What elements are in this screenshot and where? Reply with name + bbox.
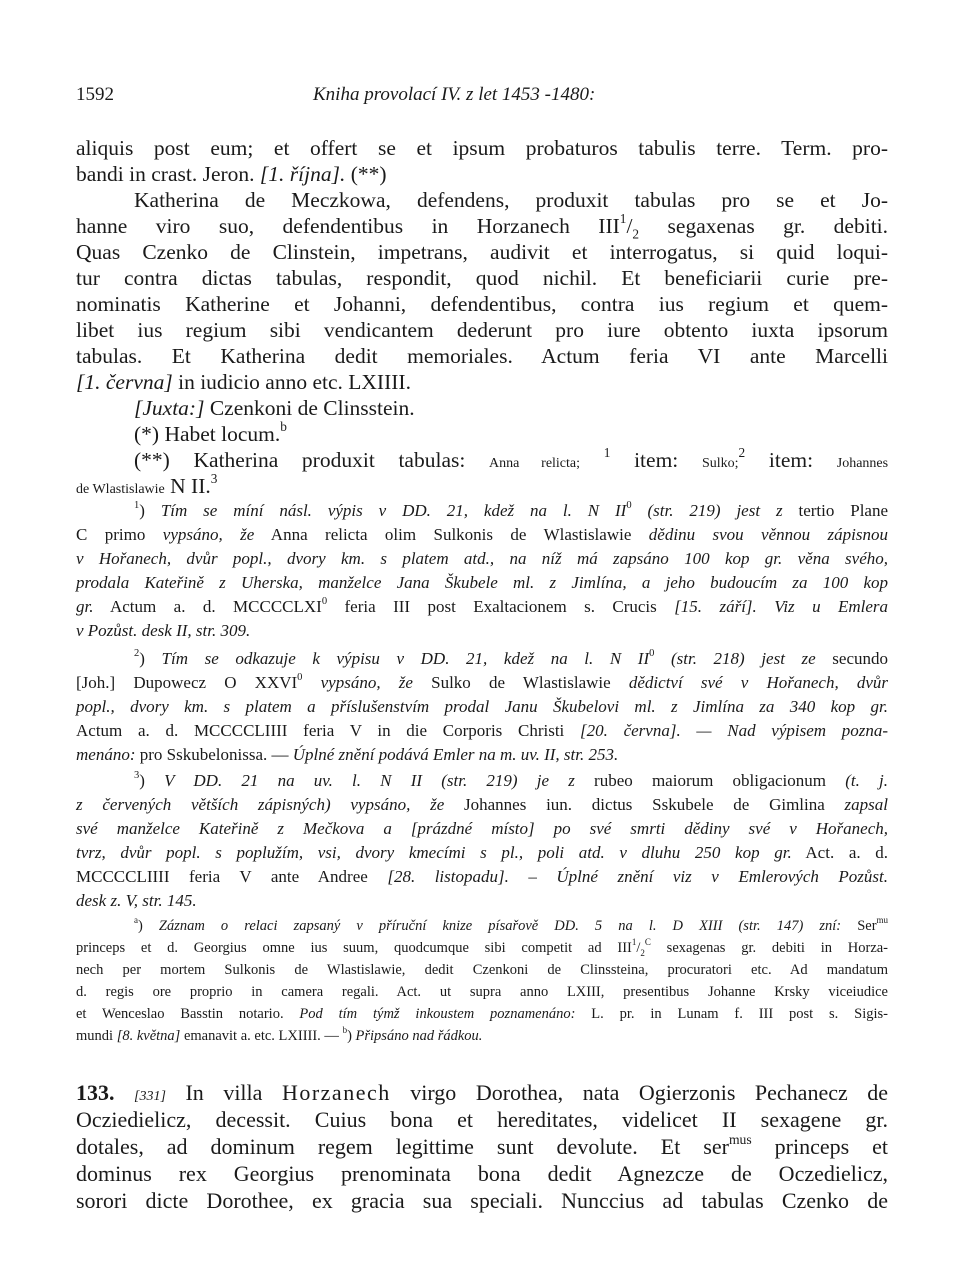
footnote-2-line-2: [Joh.] Dupowecz O XXVI$^0$ vypsáno, že Sulko de Wlastislawie dědictví své v Hořanech, dvůr: [76, 671, 889, 692]
main-line-3: Katherina de Meczkowa, defendens, produxit tabulas pro se et Jo-: [134, 188, 888, 212]
footnote-1-line-6: v Pozůst. desk II, str. 309.: [76, 621, 251, 640]
main-line-14: de Wlastislawie N II.$^3$: [76, 470, 218, 498]
running-header: [76, 84, 888, 110]
footnote-3-line-6: desk z. V, str. 145.: [76, 891, 197, 910]
entry-133-line-2: Ocziedielicz, decessit. Cuius bona et hereditates, videlicet II sexagene gr.: [76, 1107, 888, 1132]
note-a-line-4: d. regis ore proprio in camera regali. Act. ut supra anno LXIII, presentibus Johanne Krsky viceiudice: [76, 984, 888, 1000]
entry-reference: [331]: [134, 1089, 166, 1104]
main-line-4: hanne viro suo, defendentibus in Horzanech $III^1/_2$ segaxenas gr. debiti.: [76, 210, 889, 242]
main-line-9: tabulas. Et Katherina dedit memoriales. Actum feria VI ante Marcelli: [76, 344, 888, 368]
footnote-2-line-4: Actum a. d. MCCCCLIIII feria V in die Corporis Christi [20. června]. — Nad výpisem pozna-: [76, 721, 889, 740]
main-line-13: (**) Katherina produxit tabulas: Anna relicta; $^1$ item: Sulko;$^2$ item: Johannes: [134, 444, 889, 472]
footnote-marker: 1: [134, 499, 140, 511]
main-line-8: libet ius regium sibi vendicantem dederunt pro iure obtento iuxta ipsorum: [76, 318, 888, 342]
footnote-3-line-2: z červených větších zápisných) vypsáno, že Johannes iun. dictus Sskubele de Gimlina zapsal: [76, 795, 889, 814]
running-title: Kniha provolací IV. z let 1453 -1480:: [313, 84, 596, 105]
entry-133-line-1: 133. [331] In villa Horzanech virgo Dorothea, nata Ogierzonis Pechanecz de: [76, 1080, 889, 1105]
footnote-1-line-1: $^1$) Tím se míní násl. výpis v DD. 21, kdež na l. N $II^0$ (str. 219) jest z tertio Plane: [134, 499, 889, 520]
entry-133-line-5: sorori dicte Dorothee, ex gracia sua speciali. Nunccius ad tabulas Czenko de: [76, 1188, 888, 1213]
note-a-line-1: $^a$) Záznam o relaci zapsaný v příruční knize písařově DD. 5 na l. D XIII (str. 147) zní: Ser$^{mu}$: [134, 914, 889, 934]
footnote-1-line-5: gr. Actum a. d. MCCCCLXI$^0$ feria III post Exaltacionem s. Crucis [15. září]. Viz u Emlera: [76, 595, 889, 616]
entry-133-line-4: dominus rex Georgius prenominata bona dedit Agnezcze de Oczedielicz,: [76, 1161, 888, 1186]
main-line-11: [Juxta:] Czenkoni de Clinsstein.: [134, 396, 415, 420]
footnote-2-line-3: popl., dvory km. s platem a příslušenstvím prodal Janu Škubelovi ml. z Jimlína za 340 kop gr.: [76, 697, 888, 716]
footnote-1-line-4: prodala Kateřině z Uherska, manželce Jana Škubele ml. z Jimlína, a jeho budoucím za 100 kop: [76, 573, 888, 592]
footnote-marker: 3: [134, 769, 140, 781]
note-marker: a: [134, 914, 138, 925]
entry-133-line-3: dotales, ad dominum regem legittime sunt devolute. Et ser$^{mus}$ princeps et: [76, 1131, 889, 1159]
main-line-2: bandi in crast. Jeron. [1. října]. (**): [76, 162, 387, 186]
footnote-1-line-3: v Hořanech, dvůr popl., dvory km. s platem atd., na níž má zapsáno 100 kop gr. věna svého,: [76, 549, 888, 568]
footnote-2-line-5: menáno: pro Sskubelonissa. — Úplné znění podává Emler na m. uv. II, str. 253.: [76, 745, 619, 764]
note-a-line-2: princeps et d. Georgius omne ius suum, quodcumque sibi competit ad $III^1/_2^C$ sexagenas gr. debiti in Horza-: [76, 936, 889, 958]
footnote-3-line-3: své manželce Kateřině z Mečkova a [prázdné místo] po své smrti dědiny své v Hořanech,: [76, 819, 888, 838]
footnote-1-line-2: C primo vypsáno, že Anna relicta olim Sulkonis de Wlastislawie dědinu svou věnnou zápisnou: [76, 525, 889, 544]
footnote-3-line-5: MCCCCLIIII feria V ante Andree [28. listopadu]. – Úplné znění viz v Emlerových Pozůst.: [76, 867, 889, 886]
main-line-12: (*) Habet locum.$^b$: [134, 418, 287, 446]
entry-number: 133.: [76, 1080, 115, 1105]
note-a-line-6: mundi [8. května] emanavit a. etc. LXIIII. — $^b$) Připsáno nad řádkou.: [76, 1024, 483, 1044]
footnote-2-line-1: $^2$) Tím se odkazuje k výpisu v DD. 21, kdež na l. N $II^0$ (str. 218) jest ze secundo: [134, 647, 888, 668]
main-line-10: [1. června] in iudicio anno etc. LXIIII.: [76, 370, 411, 394]
page-number: 1592: [76, 84, 114, 105]
note-a-line-3: nech per mortem Sulkonis de Wlastislawie, dedit Czenkoni de Clinssteina, procuratori etc. Ad mandatum: [76, 962, 888, 978]
footnote-3-line-4: tvrz, dvůr popl. s poplužím, vsi, dvory kmecími s pl., poli atd. v dluhu 250 kop gr. Act. a. d.: [76, 843, 889, 862]
note-a-line-5: et Wenceslao Basstin notario. Pod tím týmž inkoustem poznamenáno: L. pr. in Lunam f. III post s. Sigis-: [76, 1006, 888, 1022]
main-line-5: Quas Czenko de Clinstein, impetrans, audivit et interrogatus, si quid loqui-: [76, 240, 888, 264]
main-line-7: nominatis Katherine et Johanni, defendentibus, contra ius regium et quem-: [76, 292, 888, 316]
main-line-1: aliquis post eum; et offert se et ipsum probaturos tabulis terre. Term. pro-: [76, 136, 888, 160]
main-line-6: tur contra dictas tabulas, respondit, quod nichil. Et beneficiarii curie pre-: [76, 266, 888, 290]
footnote-3-line-1: $^3$) V DD. 21 na uv. l. N II (str. 219) je z rubeo maiorum obligacionum (t. j.: [134, 769, 889, 790]
footnote-marker: 2: [134, 647, 140, 659]
